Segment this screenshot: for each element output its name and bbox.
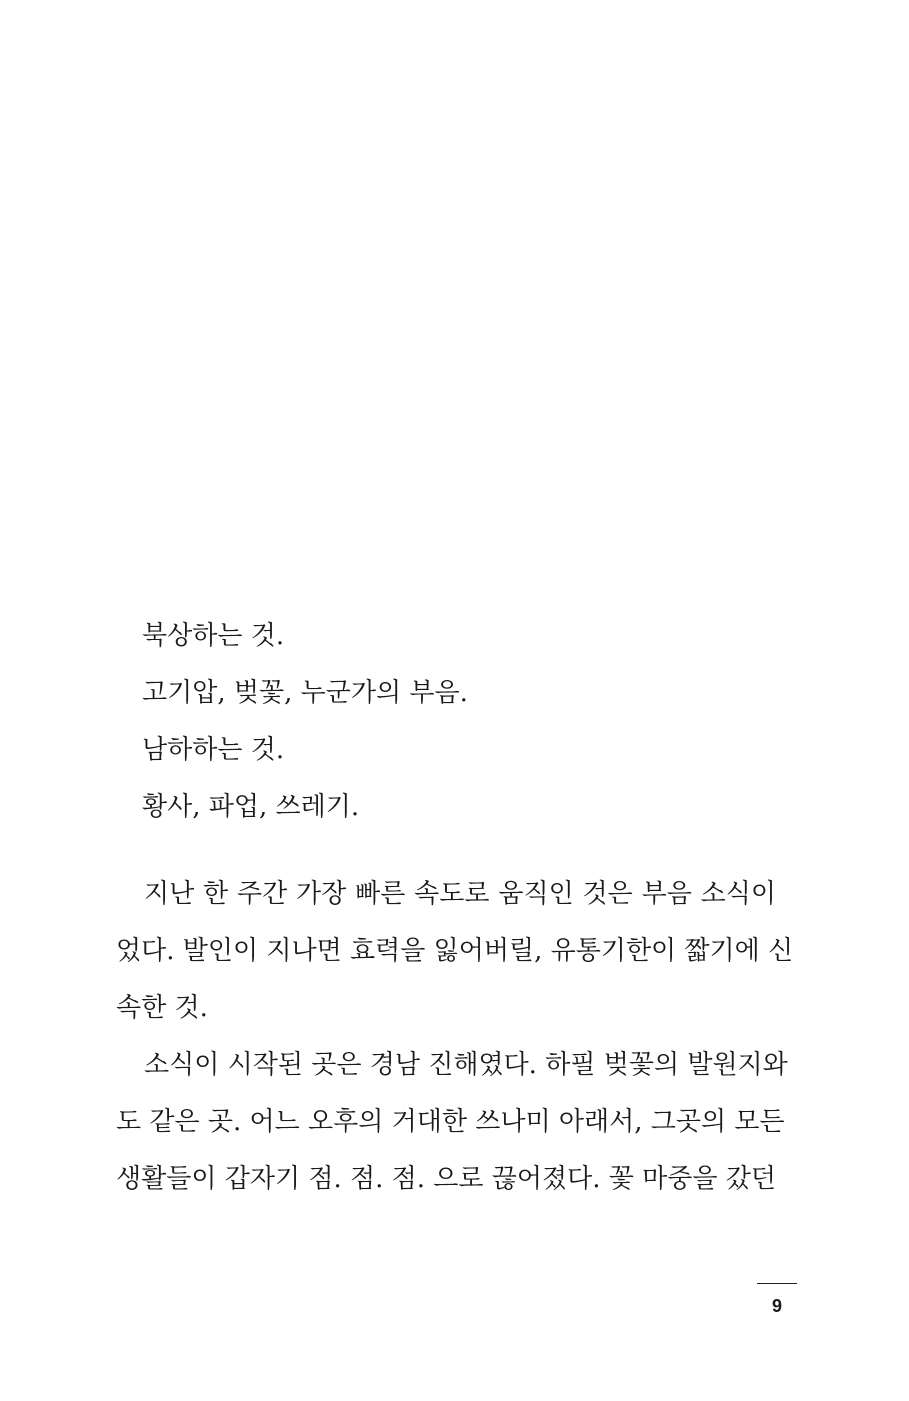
paragraph [116, 1037, 788, 1208]
poem-line: 황사, 파업, 쓰레기. [142, 792, 360, 822]
poem-line: 북상하는 것. [142, 621, 285, 651]
text-line: 소식이 시작된 곳은 경남 진해였다. 하필 벚꽃의 발원지와 [144, 1050, 788, 1080]
text-line: 도 같은 곳. 어느 오후의 거대한 쓰나미 아래서, 그곳의 모든 [116, 1107, 785, 1137]
text-line: 었다. 발인이 지나면 효력을 잃어버릴, 유통기한이 짧기에 신 [116, 936, 794, 966]
text-line: 지난 한 주간 가장 빠른 속도로 움직인 것은 부음 소식이 [144, 879, 776, 909]
poem-line: 남하하는 것. [142, 735, 285, 765]
page-number: 9 [771, 1296, 782, 1316]
poem-block [142, 608, 782, 836]
text-line: 속한 것. [116, 993, 208, 1023]
poem-line: 고기압, 벚꽃, 누군가의 부음. [142, 678, 468, 708]
prose-block [116, 866, 794, 1208]
paragraph [116, 866, 794, 1037]
folio-rule [757, 1283, 797, 1284]
text-line: 생활들이 갑자기 점. 점. 점. 으로 끊어졌다. 꽃 마중을 갔던 [116, 1164, 776, 1194]
